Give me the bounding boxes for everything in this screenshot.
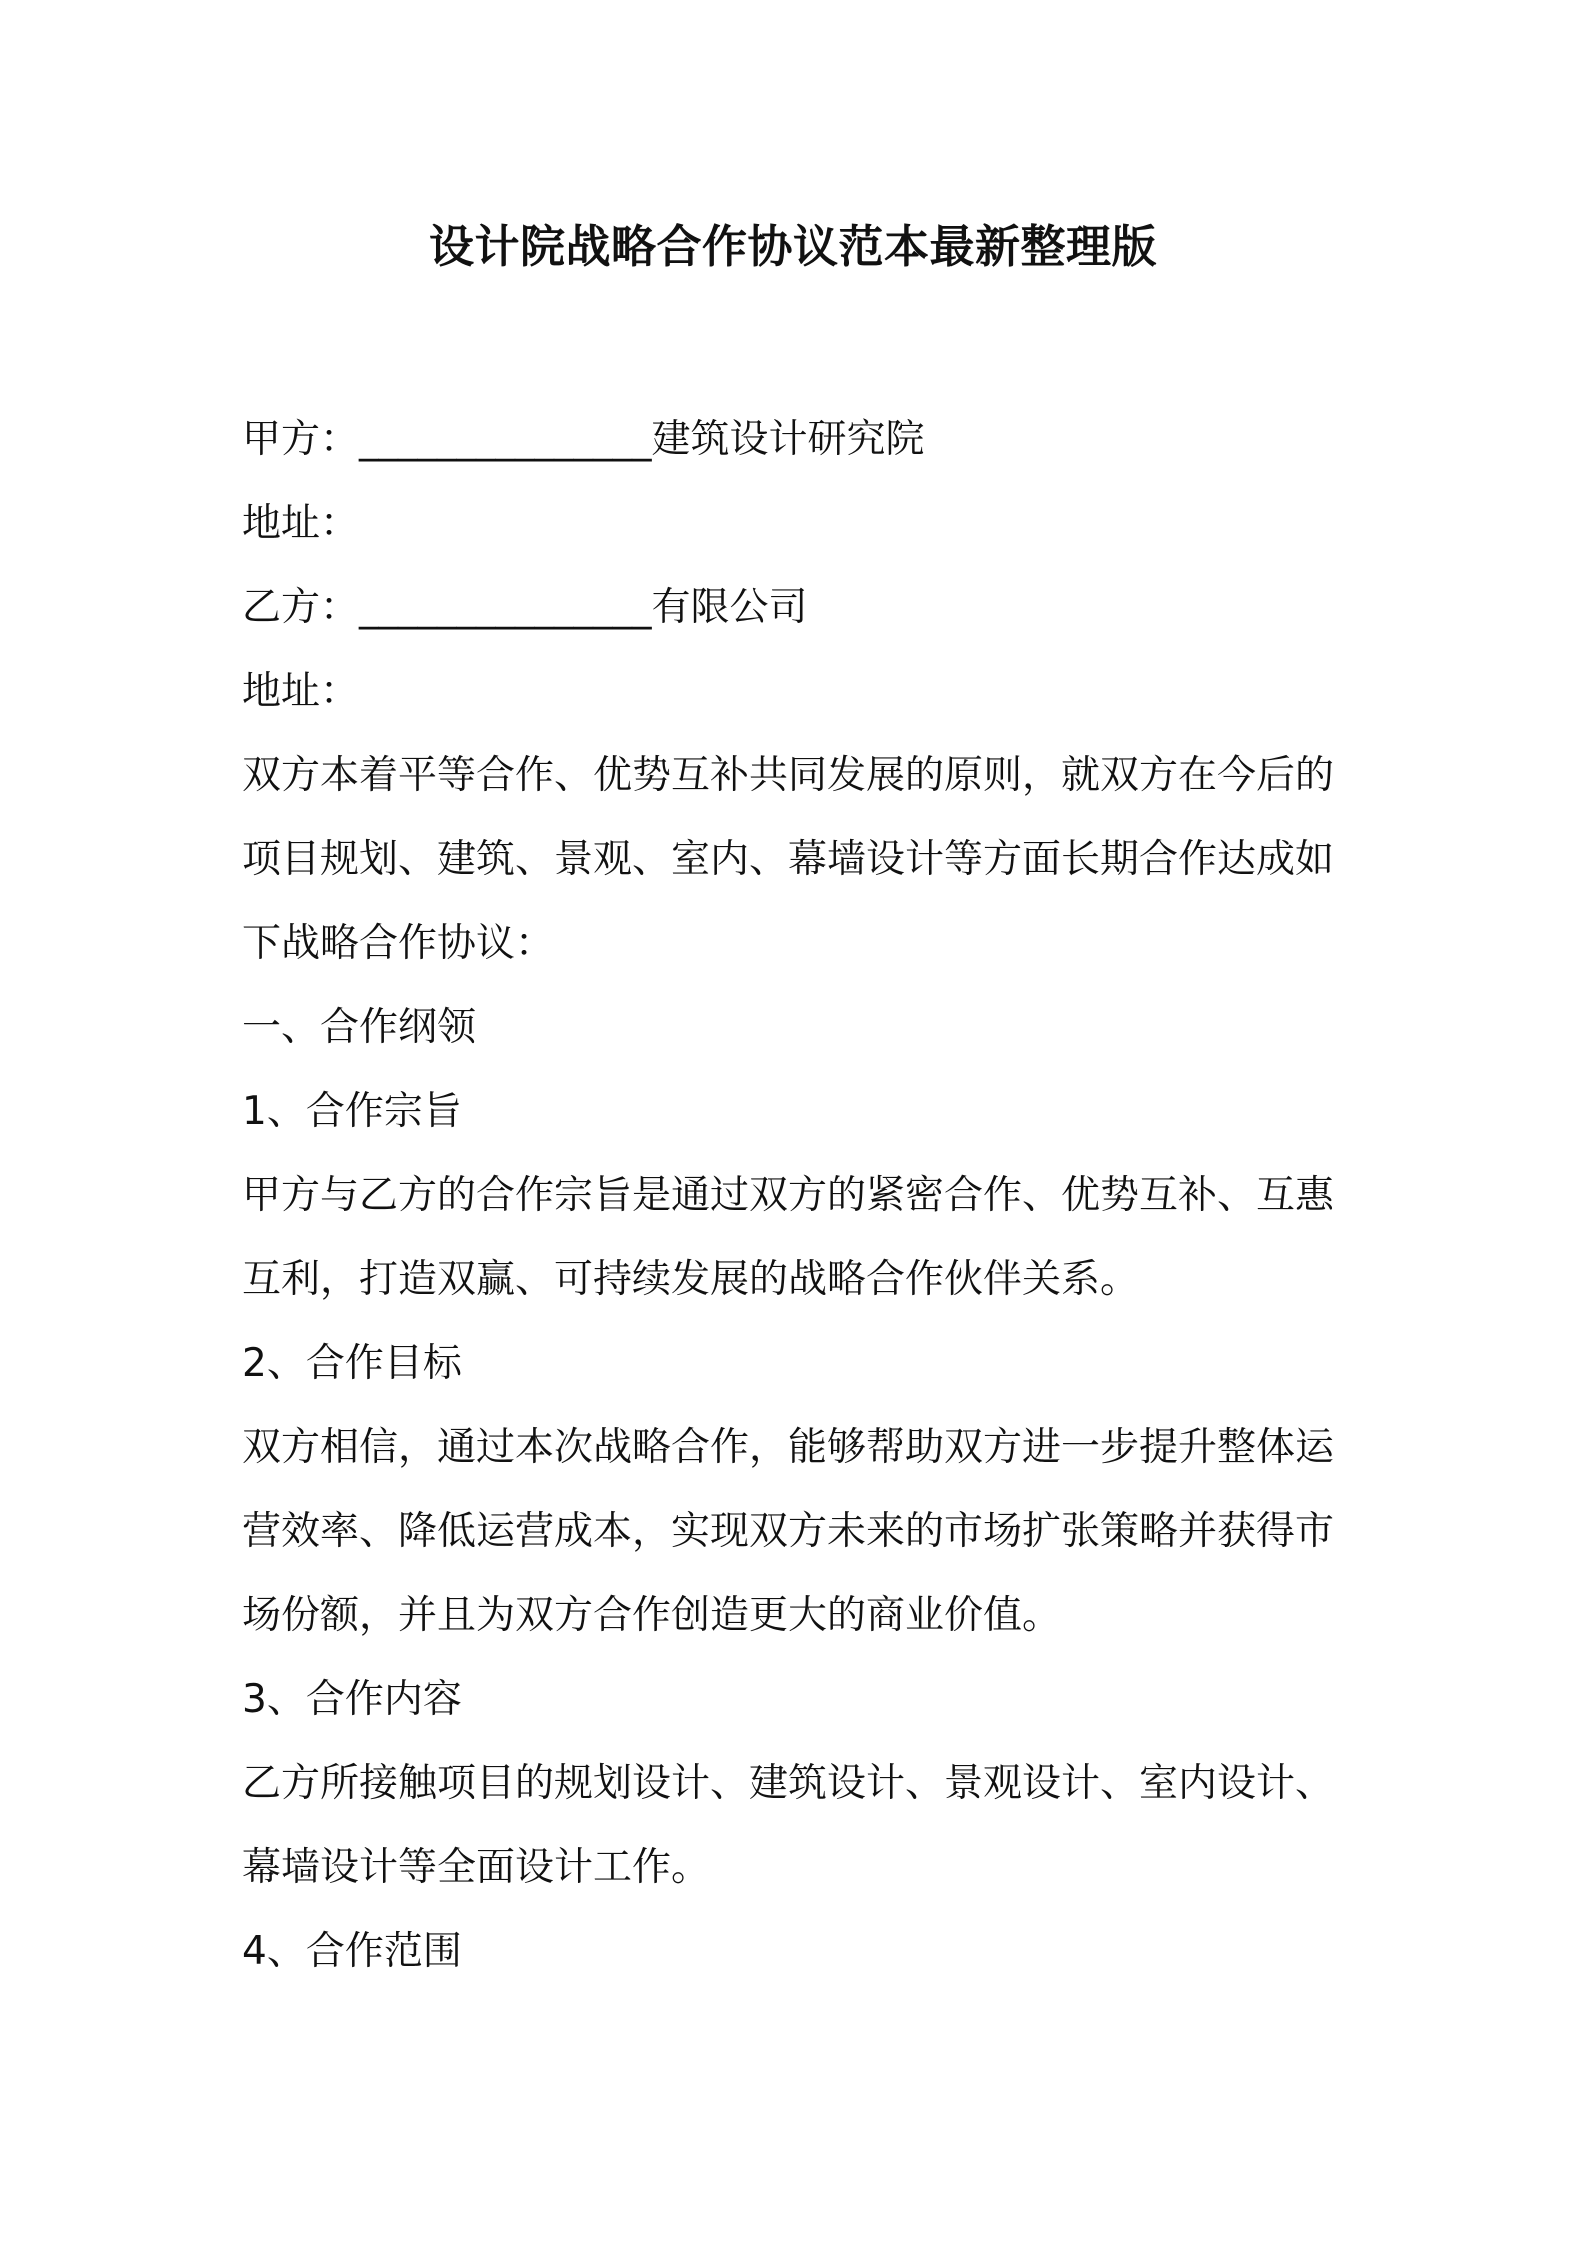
item-3-line: 乙方所接触项目的规划设计、建筑设计、景观设计、室内设计、 [242, 1761, 1335, 1806]
party-b-line: 乙方：_______________有限公司 [242, 585, 808, 630]
intro-line: 下战略合作协议： [242, 921, 555, 966]
party-a-address: 地址： [242, 501, 360, 546]
item-heading-4: 4、合作范围 [242, 1929, 462, 1974]
item-heading-3: 3、合作内容 [242, 1677, 462, 1722]
item-heading-2: 2、合作目标 [242, 1341, 462, 1386]
item-1-line: 甲方与乙方的合作宗旨是通过双方的紧密合作、优势互补、互惠 [242, 1173, 1335, 1218]
intro-line: 项目规划、建筑、景观、室内、幕墙设计等方面长期合作达成如 [242, 837, 1335, 882]
document-title: 设计院战略合作协议范本最新整理版 [428, 220, 1157, 273]
item-1-line: 互利，打造双赢、可持续发展的战略合作伙伴关系。 [242, 1257, 1140, 1302]
item-3-line: 幕墙设计等全面设计工作。 [242, 1845, 711, 1890]
item-2-line: 双方相信，通过本次战略合作，能够帮助双方进一步提升整体运 [242, 1425, 1335, 1470]
party-a-line: 甲方：_______________建筑设计研究院 [242, 417, 925, 462]
section-heading-1: 一、合作纲领 [242, 1005, 477, 1050]
document-body [242, 398, 1360, 1994]
item-2-line: 场份额，并且为双方合作创造更大的商业价值。 [242, 1593, 1062, 1638]
intro-line: 双方本着平等合作、优势互补共同发展的原则，就双方在今后的 [242, 753, 1335, 798]
item-2-line: 营效率、降低运营成本，实现双方未来的市场扩张策略并获得市 [242, 1509, 1335, 1554]
party-b-address: 地址： [242, 669, 360, 714]
item-heading-1: 1、合作宗旨 [242, 1089, 462, 1134]
